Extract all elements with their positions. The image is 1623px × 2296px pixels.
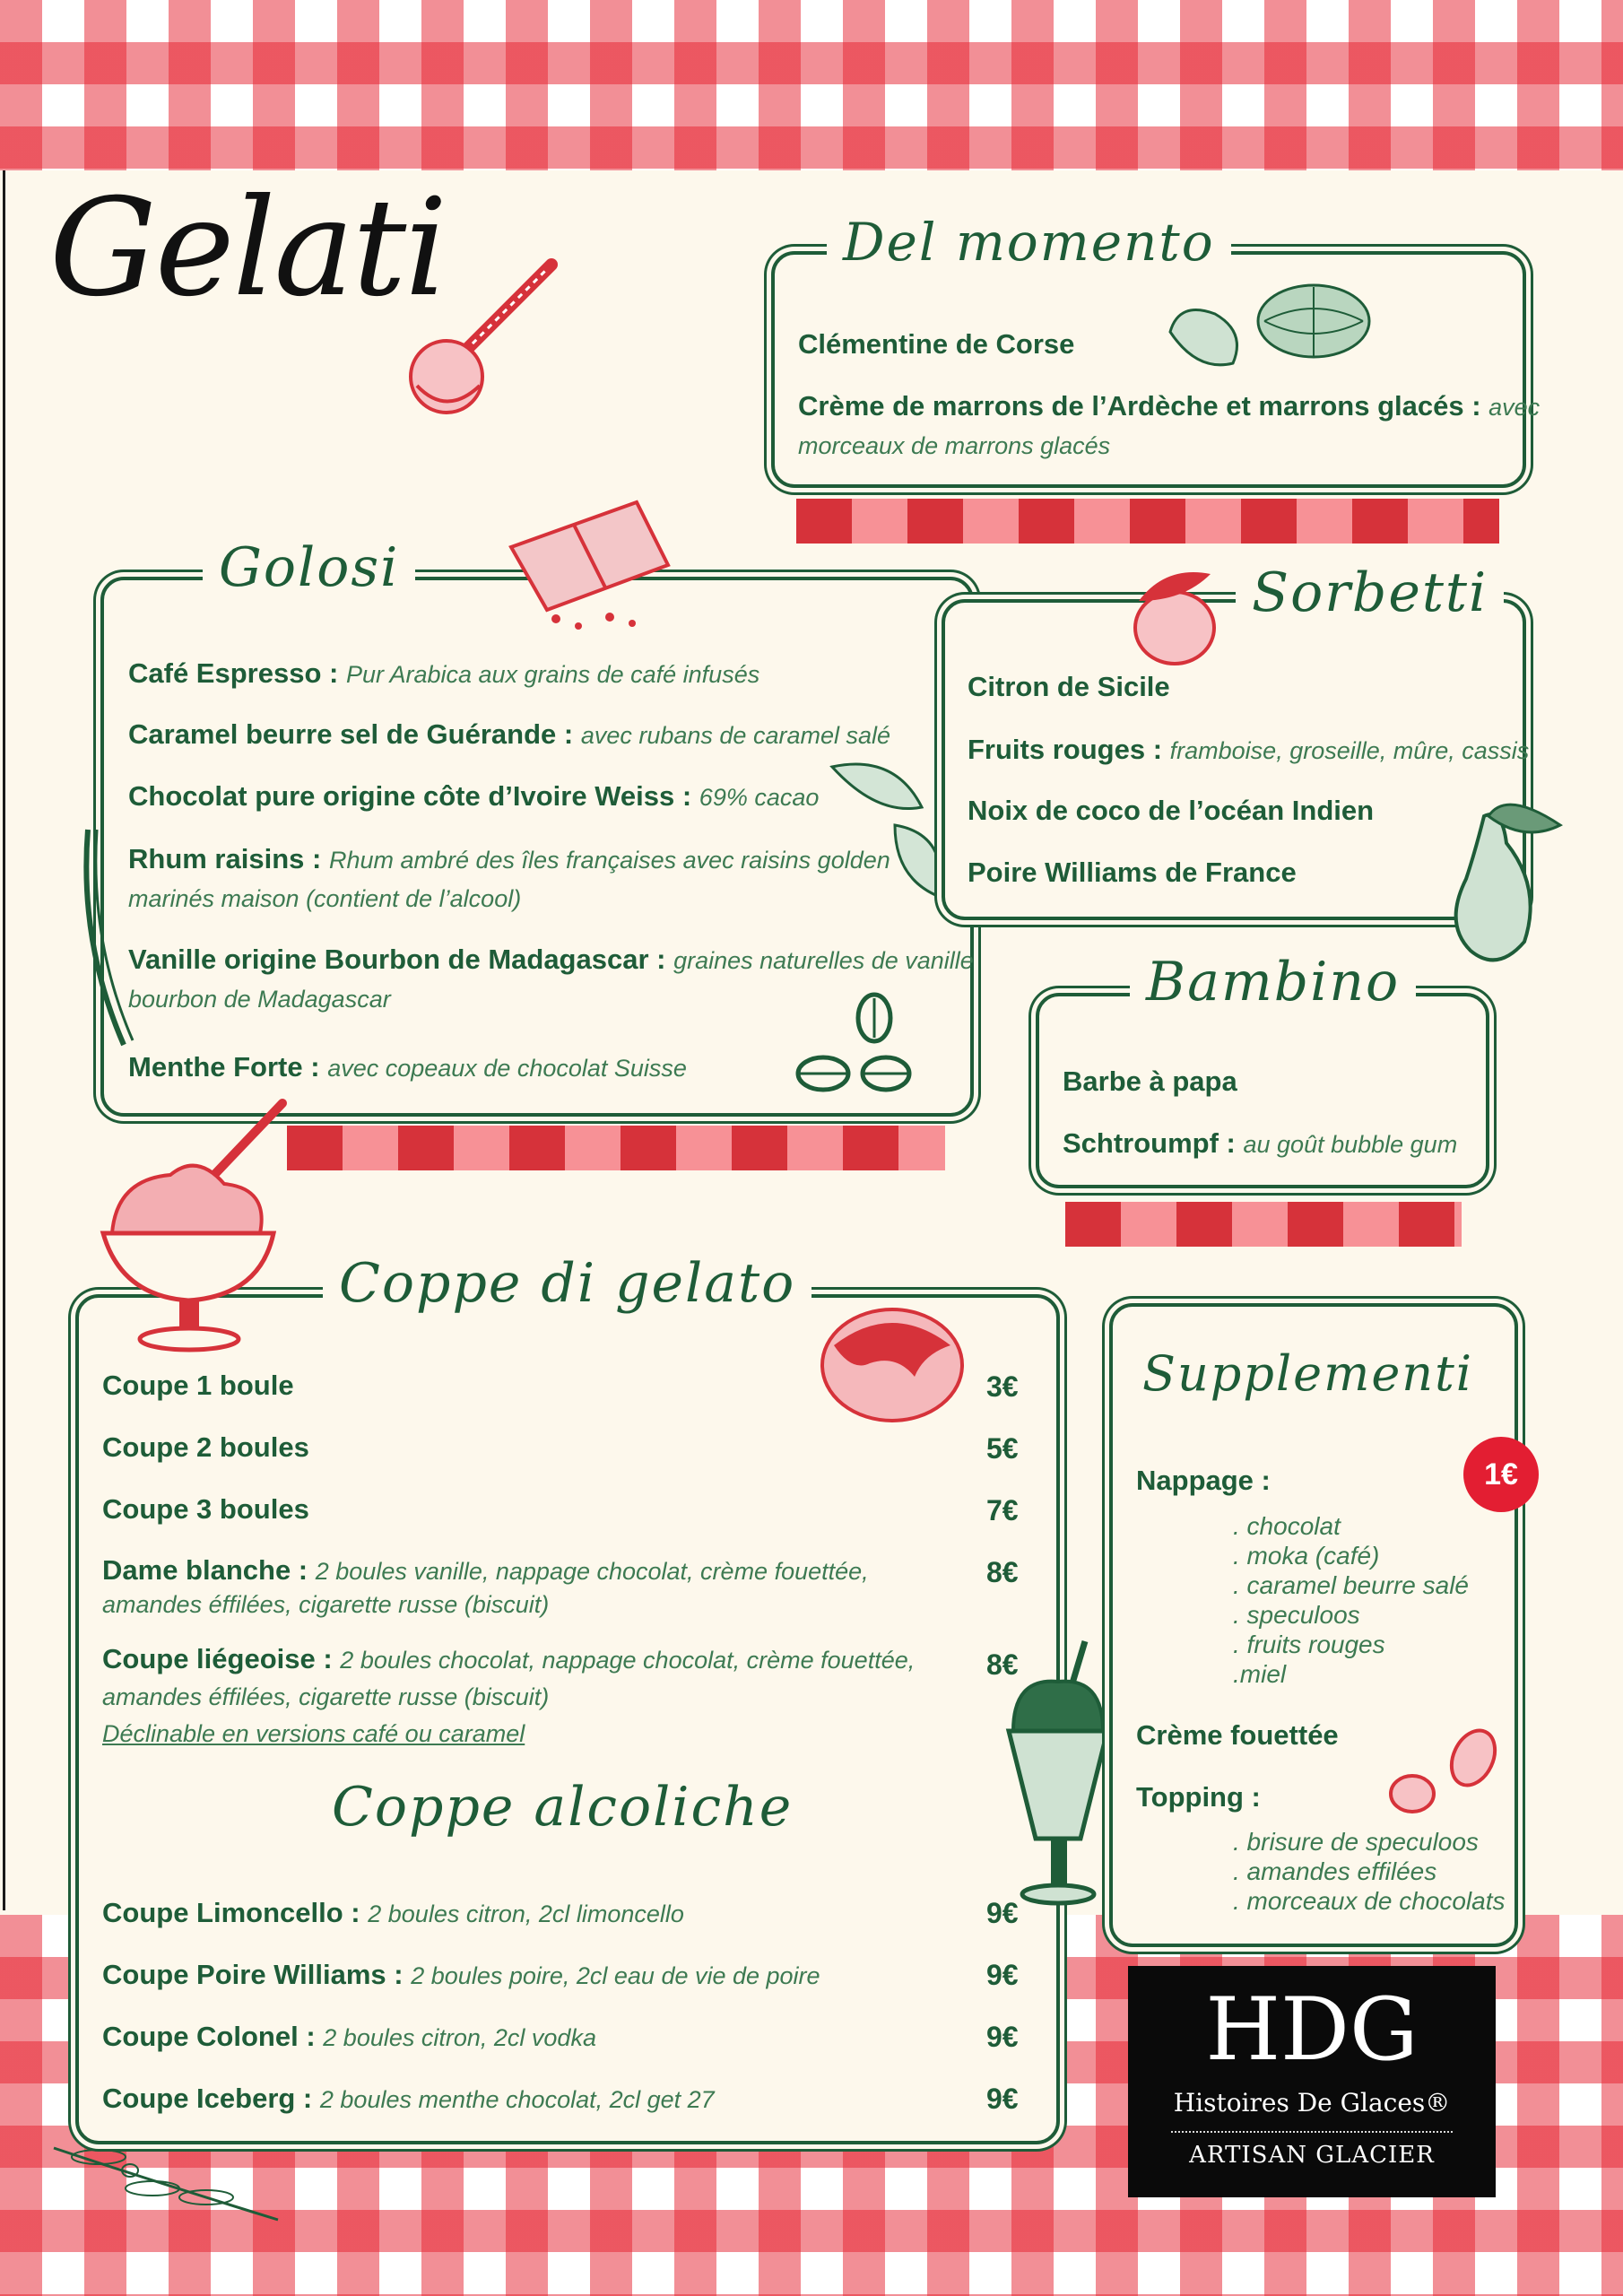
- alcoliche-title: Coppe alcoliche: [332, 1776, 794, 1839]
- coppe-price-5: 8€: [986, 1648, 1019, 1681]
- topping-label: Topping :: [1136, 1781, 1261, 1813]
- golosi-item-1: Café Espresso : Pur Arabica aux grains de café infusés: [128, 657, 760, 689]
- almond-icon: [1385, 1726, 1502, 1825]
- alcoliche-item-2: Coupe Poire Williams : 2 boules poire, 2cl eau de vie de poire: [102, 1959, 820, 1990]
- nappage-option-5: . fruits rouges: [1233, 1631, 1385, 1658]
- logo-divider: [1171, 2131, 1453, 2133]
- nappage-option-6: .miel: [1233, 1660, 1287, 1688]
- del-momento-title: Del momento: [827, 212, 1231, 273]
- topping-option-3: . morceaux de chocolats: [1233, 1887, 1506, 1915]
- pear-icon: [1435, 789, 1569, 978]
- golosi-item-5: Vanille origine Bourbon de Madagascar : graines naturelles de vanille bourbon de Madagascar: [128, 944, 974, 1013]
- alcoliche-item-4: Coupe Iceberg : 2 boules menthe chocolat, 2cl get 27: [102, 2083, 715, 2114]
- red-stripe-bambino: [1065, 1202, 1462, 1247]
- bambino-item-2: Schtroumpf : au goût bubble gum: [1063, 1127, 1458, 1159]
- alcoliche-item-3: Coupe Colonel : 2 boules citron, 2cl vodka: [102, 2021, 596, 2052]
- logo-tagline: ARTISAN GLACIER: [1189, 2142, 1435, 2169]
- sorbetti-item-4: Poire Williams de France: [968, 857, 1297, 888]
- golosi-item-3: Chocolat pure origine côte d’Ivoire Weiss : 69% cacao: [128, 780, 820, 812]
- bambino-title: Bambino: [1130, 951, 1416, 1013]
- nappage-option-2: . moka (café): [1233, 1542, 1380, 1570]
- golosi-item-6: Menthe Forte : avec copeaux de chocolat Suisse: [128, 1051, 687, 1083]
- coppe-item-1: Coupe 1 boule: [102, 1370, 294, 1401]
- coppe-price-1: 3€: [986, 1370, 1019, 1403]
- coppe-item-5: Coupe liégeoise : 2 boules chocolat, nappage chocolat, crème fouettée, amandes éffilées, cigarette russe (biscuit) Déclinable en versions café ou caramel: [102, 1643, 916, 1747]
- logo-monogram: HDG: [1205, 1979, 1419, 2080]
- clementine-icon: [1161, 278, 1376, 377]
- chocolate-bar-icon: [493, 493, 681, 637]
- ice-cream-scoop-icon: [395, 251, 574, 422]
- vanilla-pod-icon: [70, 825, 151, 1049]
- golosi-item-2: Caramel beurre sel de Guérande : avec rubans de caramel salé: [128, 718, 891, 750]
- del-momento-item-1: Clémentine de Corse: [798, 328, 1075, 360]
- coppe-item-3: Coupe 3 boules: [102, 1493, 309, 1525]
- coppe-item-2: Coupe 2 boules: [102, 1431, 309, 1463]
- coppe-item-4: Dame blanche : 2 boules vanille, nappage chocolat, crème fouettée, amandes éffilées, cigarette russe (biscuit): [102, 1554, 869, 1618]
- nappage-option-3: . caramel beurre salé: [1233, 1571, 1470, 1599]
- sundae-cup-icon: [90, 1099, 296, 1359]
- supplementi-title: Supplementi: [1126, 1345, 1489, 1402]
- nappage-option-4: . speculoos: [1233, 1601, 1360, 1629]
- topping-option-1: . brisure de speculoos: [1233, 1828, 1479, 1856]
- coppe-price-3: 7€: [986, 1494, 1019, 1526]
- sorbetti-item-3: Noix de coco de l’océan Indien: [968, 795, 1375, 826]
- coppe-price-2: 5€: [986, 1432, 1019, 1465]
- alcoliche-price-2: 9€: [986, 1959, 1019, 1991]
- alcoliche-price-4: 9€: [986, 2083, 1019, 2115]
- nappage-option-1: . chocolat: [1233, 1512, 1341, 1540]
- olive-branch-icon: [45, 2130, 287, 2229]
- sorbetti-title: Sorbetti: [1236, 561, 1504, 624]
- ice-cream-scoop-red-icon: [816, 1300, 968, 1426]
- red-stripe-golosi: [287, 1126, 945, 1170]
- golosi-item-4: Rhum raisins : Rhum ambré des îles françaises avec raisins golden marinés maison (contient de l’alcool): [128, 843, 890, 912]
- lemon-icon: [1112, 565, 1228, 673]
- alcoliche-price-1: 9€: [986, 1897, 1019, 1929]
- bambino-item-1: Barbe à papa: [1063, 1065, 1237, 1097]
- golosi-title: Golosi: [203, 536, 415, 599]
- creme-fouettee: Crème fouettée: [1136, 1719, 1339, 1751]
- red-stripe-del-momento: [796, 499, 1499, 544]
- del-momento-item-2: Crème de marrons de l’Ardèche et marrons glacés : avec morceaux de marrons glacés: [798, 390, 1541, 459]
- coffee-beans-icon: [789, 991, 915, 1099]
- alcoliche-item-1: Coupe Limoncello : 2 boules citron, 2cl limoncello: [102, 1897, 684, 1928]
- sorbetti-item-1: Citron de Sicile: [968, 671, 1170, 702]
- alcoliche-price-3: 9€: [986, 2021, 1019, 2053]
- leaf-icon: [823, 753, 958, 906]
- coppe-price-4: 8€: [986, 1556, 1019, 1588]
- price-badge: 1€: [1463, 1437, 1539, 1512]
- coppe-title: Coppe di gelato: [323, 1252, 812, 1315]
- left-edge-line: [3, 170, 5, 1910]
- page-title: Gelati: [49, 170, 447, 326]
- topping-option-2: . amandes effilées: [1233, 1857, 1437, 1885]
- coppe-variation-note: Déclinable en versions café ou caramel: [102, 1720, 525, 1747]
- logo-name: Histoires De Glaces®: [1173, 2088, 1451, 2118]
- brand-logo: [1128, 1966, 1496, 2197]
- gingham-border-top: [0, 0, 1623, 170]
- sorbetti-item-2: Fruits rouges : framboise, groseille, mûre, cassis: [968, 734, 1530, 765]
- nappage-label: Nappage :: [1136, 1465, 1271, 1496]
- milkshake-glass-icon: [995, 1632, 1121, 1919]
